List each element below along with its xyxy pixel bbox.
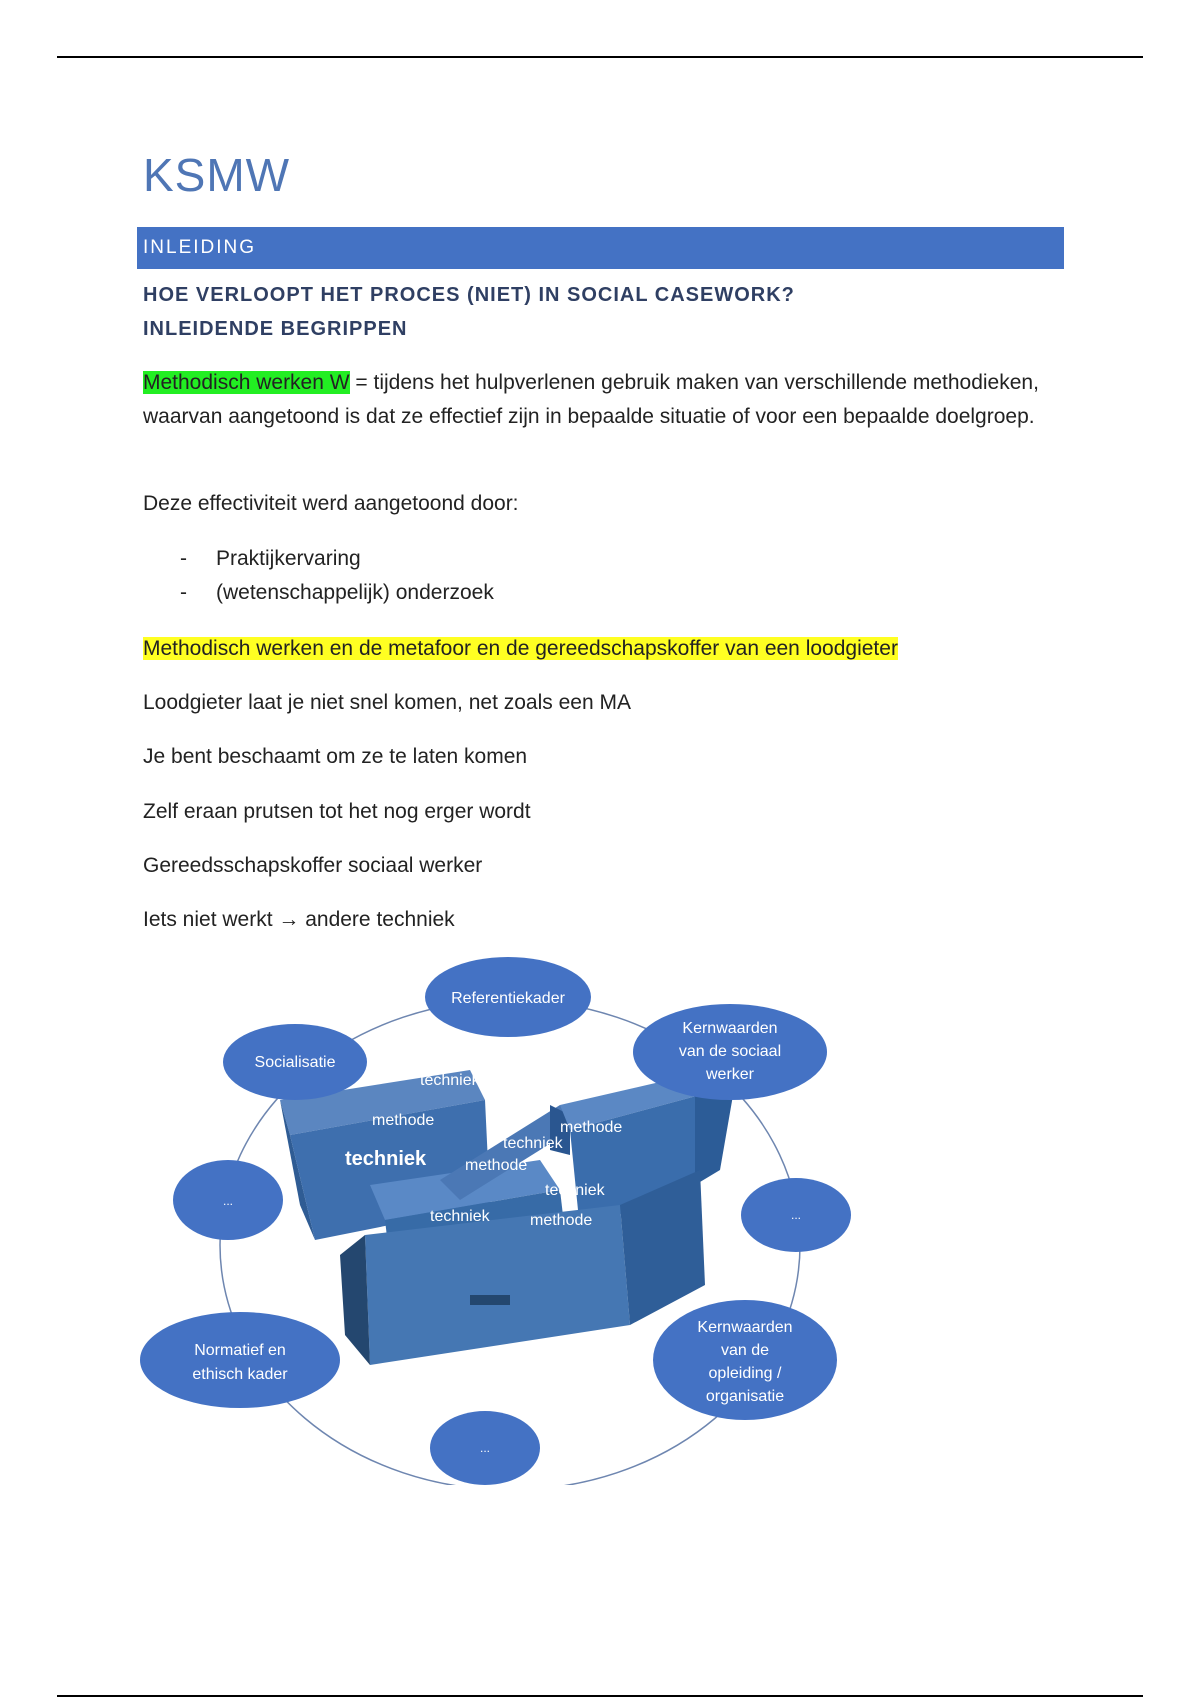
evidence-list <box>180 542 494 610</box>
toolbox-label: techniek <box>420 1072 480 1089</box>
section-bar: INLEIDING <box>137 227 1064 269</box>
definition-paragraph <box>143 366 1043 434</box>
svg-text:ethisch kader: ethisch kader <box>192 1366 288 1383</box>
effect-intro: Deze effectiviteit werd aangetoond door: <box>143 492 519 515</box>
bottom-rule <box>57 1695 1143 1697</box>
line-other-technique: Iets niet werkt → andere techniek <box>143 908 455 931</box>
svg-text:Kernwaarden: Kernwaarden <box>697 1319 793 1336</box>
toolbox-label: techniek <box>345 1148 427 1170</box>
toolbox-label: methode <box>560 1119 623 1136</box>
definition-term: Methodisch werken W <box>143 371 350 394</box>
toolbox-label: methode <box>372 1112 435 1129</box>
toolbox-label: methode <box>465 1157 528 1174</box>
svg-text:organisatie: organisatie <box>705 1388 785 1405</box>
toolbox-label: methode <box>530 1212 593 1229</box>
definition-text: = tijdens het hulpverlenen gebruik maken van verschillende methodieken, waarvan aangetoond is dat ze effectief zijn in bepaalde situatie of voor een bepaalde doelgroep. <box>143 371 1039 428</box>
toolbox-label: techniek <box>503 1135 563 1152</box>
svg-text:...: ... <box>479 1441 491 1455</box>
bubble-lower-left <box>140 1312 340 1408</box>
svg-text:van de sociaal: van de sociaal <box>678 1043 782 1060</box>
svg-text:opleiding /: opleiding / <box>708 1365 782 1382</box>
bubble-right <box>741 1178 851 1252</box>
svg-text:Referentiekader: Referentiekader <box>451 990 565 1007</box>
svg-text:Normatief en: Normatief en <box>194 1342 286 1359</box>
toolbox-label: techniek <box>545 1182 605 1199</box>
svg-text:werker: werker <box>705 1066 755 1083</box>
svg-text:...: ... <box>790 1208 802 1222</box>
bubble-lower-right <box>653 1300 837 1420</box>
line-toolbox: Gereedsschapskoffer sociaal werker <box>143 854 483 877</box>
line-plumber: Loodgieter laat je niet snel komen, net zoals een MA <box>143 691 631 714</box>
document-title: KSMW <box>143 149 291 201</box>
bubble-upper-right <box>633 1004 827 1100</box>
bubble-left <box>173 1160 283 1240</box>
toolbox-icon <box>280 1055 740 1365</box>
heading-concepts: INLEIDENDE BEGRIPPEN <box>143 318 408 340</box>
svg-text:Kernwaarden: Kernwaarden <box>682 1020 778 1037</box>
bubble-bottom <box>430 1411 540 1485</box>
heading-process: HOE VERLOOPT HET PROCES (NIET) IN SOCIAL CASEWORK? <box>143 284 795 306</box>
list-item: - Praktijkervaring <box>180 547 361 570</box>
bubble-upper-left <box>223 1024 367 1100</box>
toolbox-label: techniek <box>430 1208 490 1225</box>
top-rule <box>57 56 1143 58</box>
svg-text:Socialisatie: Socialisatie <box>254 1054 336 1071</box>
bubble-top <box>425 957 591 1037</box>
list-item: - (wetenschappelijk) onderzoek <box>180 581 494 604</box>
line-ashamed: Je bent beschaamt om ze te laten komen <box>143 745 528 768</box>
svg-text:...: ... <box>222 1194 234 1208</box>
toolbox-diagram <box>140 955 860 1485</box>
svg-text:van de: van de <box>720 1342 770 1359</box>
metaphor-heading: Methodisch werken en de metafoor en de gereedschapskoffer van een loodgieter <box>143 637 898 660</box>
line-tinker: Zelf eraan prutsen tot het nog erger wordt <box>143 800 531 823</box>
